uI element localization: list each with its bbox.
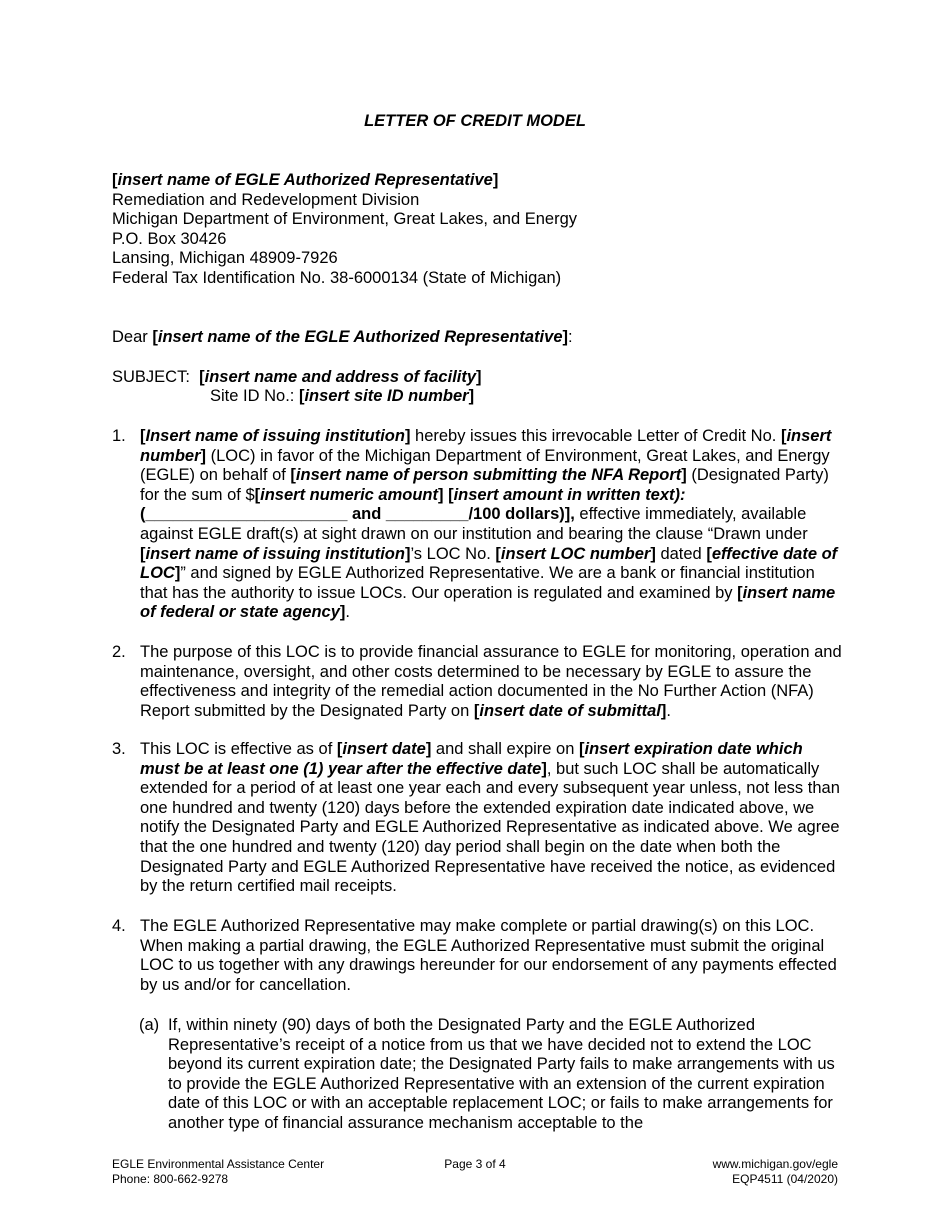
p3-text-2: and shall expire on: [431, 740, 579, 758]
paragraph-4a: [139, 1016, 842, 1134]
p1-agency: insert name of federal or state agency: [140, 583, 836, 622]
p1-blank-amount: (______________________ and _________/100 dollars)],: [140, 505, 575, 524]
salutation-prefix: Dear: [112, 328, 153, 346]
paragraph-4: [112, 917, 842, 995]
subject-line: SUBJECT: [insert name and address of facility]: [112, 368, 482, 386]
site-id-line: Site ID No.: [insert site ID number]: [210, 387, 475, 405]
address-line-4: Lansing, Michigan 48909-7926: [112, 249, 338, 267]
p2-date-of-submittal: insert date of submittal: [479, 701, 661, 720]
site-id-label: Site ID No.:: [210, 387, 299, 405]
p2-text-2: .: [666, 701, 671, 720]
address-line-3: P.O. Box 30426: [112, 230, 227, 248]
address-line-5: Federal Tax Identification No. 38-6000134 (State of Michigan): [112, 269, 562, 287]
p1-written-amount: insert amount in written text):: [453, 485, 686, 504]
p3-expiration-date: insert expiration date which must be at least one (1) year after the effective date: [140, 740, 803, 778]
p4a-text: If, within ninety (90) days of both the Designated Party and the EGLE Authorized Representative’s receipt of a notice from us that we have decided not to extend the LOC beyond its current expiration date; the Designated Party fails to make arrangements with us to provide the EGLE Authorized Representative with an extension of the current expiration date of this LOC or with an acceptable replacement LOC; or fails to make arrangements for another type of financial assurance mechanism acceptable to the: [168, 1016, 835, 1132]
footer-right: [713, 1157, 838, 1186]
p1-issuing-institution-2: insert name of issuing institution: [145, 544, 405, 563]
address-rep-line: [insert name of EGLE Authorized Representative]: [112, 171, 499, 189]
salutation: Dear [insert name of the EGLE Authorized Representative]:: [112, 328, 573, 346]
p1-text-2: (LOC) in favor of the Michigan Department of Environment, Great Lakes, and Energy (EGLE) on behalf of: [140, 446, 830, 485]
rep-placeholder: insert name of EGLE Authorized Representative: [117, 171, 493, 189]
p1-text-3: (Designated Party) for the sum of $: [140, 466, 829, 504]
p1-person-submitting: insert name of person submitting the NFA Report: [295, 466, 682, 485]
document-title: LETTER OF CREDIT MODEL: [364, 112, 586, 130]
site-id-placeholder: insert site ID number: [304, 387, 469, 405]
paragraph-2-number: 2.: [112, 643, 126, 661]
footer-page-number: Page 3 of 4: [444, 1157, 506, 1171]
p1-text-5: ’s LOC No.: [410, 544, 496, 563]
footer-phone: Phone: 800-662-9278: [112, 1171, 229, 1186]
p2-text-1: The purpose of this LOC is to provide financial assurance to EGLE for monitoring, operation and maintenance, oversight, and other costs determined to be necessary by EGLE to assure the effectiveness and integrity of the remedial action documented in the No Further Action (NFA) Report submitted by the Designated Party on: [140, 643, 842, 720]
paragraph-4a-number: (a): [139, 1016, 160, 1034]
p1-text-1: hereby issues this irrevocable Letter of Credit No.: [410, 427, 781, 445]
p1-text-7: ” and signed by EGLE Authorized Representative. We are a bank or financial institution that has the authority to issue LOCs. Our operation is regulated and examined by: [140, 564, 815, 602]
p1-effective-date: effective date of LOC: [140, 544, 838, 583]
address-line-2: Michigan Department of Environment, Great Lakes, and Energy: [112, 210, 577, 228]
p3-insert-date: insert date: [342, 740, 426, 758]
paragraph-1: 1. [Insert name of issuing institution] hereby issues this irrevocable Letter of Credit No. [insert number] (LOC) in favor of the Michigan Department of Environment, Great Lakes, and Energy (EGLE) on behalf of [insert name of person submitting the NFA Report] (Designated Party) for the sum of $[insert numeric amount] [insert amount in written text): (______________________ and _________/100 dollars)], effective immediately, available against EGLE draft(s) at sight drawn on our institution and bearing the clause “Drawn under [insert name of issuing institution]’s LOC No. [insert LOC number] dated [effective date of LOC]” and signed by EGLE Authorized Representative. We are a bank or financial institution that has the authority to issue LOCs. Our operation is regulated and examined by [insert name of federal or state agency].: [112, 427, 838, 622]
p1-text-6: dated: [655, 544, 707, 563]
p1-numeric-amount: insert numeric amount: [260, 485, 439, 504]
footer-website: www.michigan.gov/egle: [712, 1157, 838, 1171]
p1-text-4: effective immediately, available against EGLE draft(s) at sight drawn on our institution and bearing the clause “Drawn under: [140, 505, 808, 543]
p1-loc-number: insert LOC number: [500, 544, 651, 563]
p4-text: The EGLE Authorized Representative may make complete or partial drawing(s) on this LOC. When making a partial drawing, the EGLE Authorized Representative must submit the original LOC to us together with any drawings hereunder for our endorsement of any payments effected by us and/or for cancellation.: [140, 917, 837, 994]
subject-label: SUBJECT:: [112, 368, 190, 386]
footer-form-number: EQP4511 (04/2020): [732, 1171, 838, 1186]
facility-placeholder: insert name and address of facility: [204, 368, 477, 386]
address-line-1: Remediation and Redevelopment Division: [112, 191, 420, 209]
paragraph-3: 3. This LOC is effective as of [insert date] and shall expire on [insert expiration date which must be at least one (1) year after the effective date], but such LOC shall be automatically extended for a period of at least one year each and every subsequent year unless, not less than one hundred and twenty (120) days before the extended expiration date indicated above, we notify the Designated Party and EGLE Authorized Representative as indicated above. We agree that the one hundred and twenty (120) day period shall begin on the date when both the Designated Party and EGLE Authorized Representative have received the notice, as evidenced by the return certified mail receipts.: [112, 740, 840, 896]
paragraph-4-number: 4.: [112, 917, 126, 935]
paragraph-3-number: 3.: [112, 740, 126, 758]
paragraph-2: 2. The purpose of this LOC is to provide financial assurance to EGLE for monitoring, operation and maintenance, oversight, and other costs determined to be necessary by EGLE to assure the effectiveness and integrity of the remedial action documented in the No Further Action (NFA) Report submitted by the Designated Party on [insert date of submittal].: [112, 643, 842, 720]
p1-issuing-institution: Insert name of issuing institution: [145, 427, 405, 445]
salutation-placeholder: insert name of the EGLE Authorized Representative: [157, 328, 563, 346]
paragraph-1-number: 1.: [112, 427, 126, 445]
footer-assistance-center: EGLE Environmental Assistance Center: [112, 1157, 325, 1171]
p1-insert-number: insert number: [140, 427, 832, 465]
p3-text-3: , but such LOC shall be automatically extended for a period of at least one year each and every subsequent year unless, not less than one hundred and twenty (120) days before the extended expiration date indicated above, we notify the Designated Party and EGLE Authorized Representative as indicated above. We agree that the one hundred and twenty (120) day period shall begin on the date when both the Designated Party and EGLE Authorized Representative have received the notice, as evidenced by the return certified mail receipts.: [140, 759, 840, 896]
p1-text-8: .: [345, 603, 350, 622]
p3-text-1: This LOC is effective as of: [140, 740, 337, 758]
